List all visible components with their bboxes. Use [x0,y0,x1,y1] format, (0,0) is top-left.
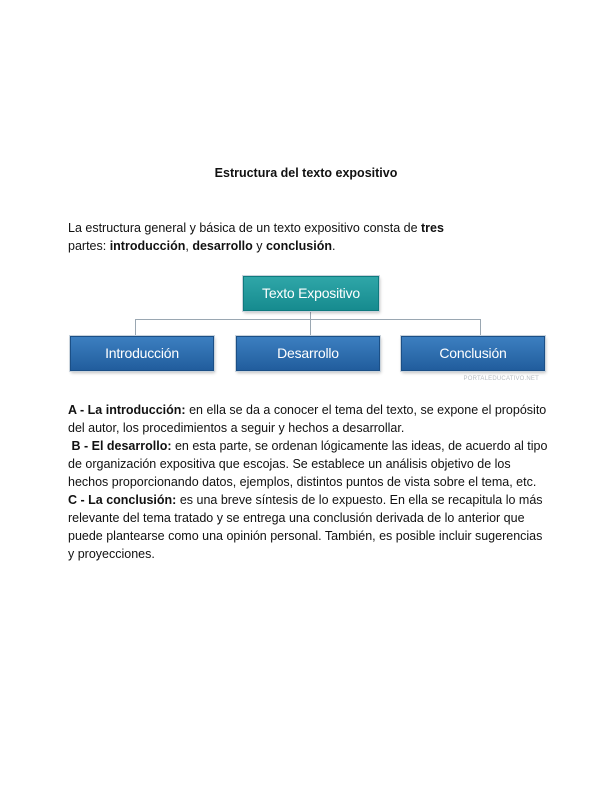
section-text: en esta parte, se ordenan lógicamente las ideas, de acuerdo al tipo de organización expositiva que escojas. Se establece un análisis objetivo de los hechos proporcionando datos, ejemplos, distintos puntos de vista sobre el tema, etc. [68,439,548,489]
intro-text: , [185,239,193,253]
intro-bold-development: desarrollo [192,239,253,253]
intro-text: partes: [68,239,110,253]
intro-text: y [252,239,266,253]
section-heading: C - La conclusión: [68,493,177,507]
diagram-box-introduction: Introducción [70,336,214,371]
section-introduction [68,401,548,437]
structure-diagram [67,276,545,386]
section-heading: B - El desarrollo: [68,439,172,453]
connector-line [310,311,311,319]
section-text: en ella se da a conocer el tema del texto, se expone el propósito del autor, los procedimientos a seguir y hechos a desarrollar. [68,403,547,435]
diagram-root-box: Texto Expositivo [243,276,379,311]
section-conclusion [68,491,548,563]
intro-bold-introduction: introducción [109,239,186,253]
section-text: es una breve síntesis de lo expuesto. En ella se recapitula lo más relevante del tema tratado y se entrega una conclusión derivada de lo anterior que puede plantearse como una opinión personal. También, es posible incluir sugerencias y proyecciones. [68,493,543,561]
intro-bold-count: tres [421,221,444,235]
diagram-box-conclusion: Conclusión [401,336,545,371]
watermark: PORTALEDUCATIVO.NET [463,376,539,382]
intro-paragraph [68,219,468,255]
connector-line [480,319,481,336]
diagram-box-development: Desarrollo [236,336,380,371]
section-development [68,437,548,491]
connector-line [310,319,311,336]
intro-bold-conclusion: conclusión [265,239,332,253]
section-heading: A - La introducción: [68,403,186,417]
intro-text: . [331,239,336,253]
connector-line [135,319,136,336]
connector-line [135,319,481,320]
page-title: Estructura del texto expositivo [214,166,398,180]
sections-body [68,401,548,563]
intro-text: La estructura general y básica de un texto expositivo consta de [68,221,421,235]
